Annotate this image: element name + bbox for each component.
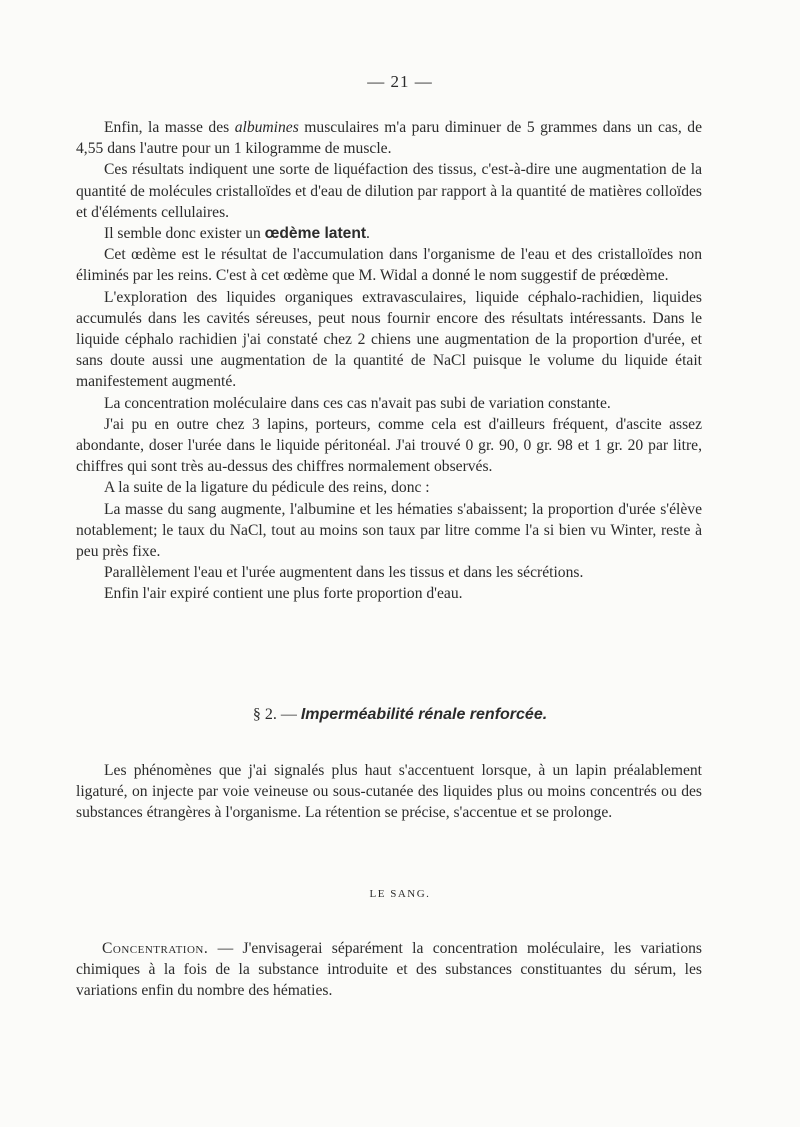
section-title: Imperméabilité rénale renforcée. <box>300 706 548 723</box>
text-run: Enfin, la masse des <box>104 119 235 136</box>
body-text-block <box>76 117 702 605</box>
section-heading <box>0 706 800 724</box>
concentration-block <box>76 938 702 1002</box>
section-intro-block <box>76 760 702 824</box>
section-number: § 2. — <box>252 706 301 723</box>
paragraph: A la suite de la ligature du pédicule des reins, donc : <box>104 479 430 497</box>
paragraph: Enfin l'air expiré contient une plus forte proportion d'eau. <box>104 585 463 603</box>
paragraph: La masse du sang augmente, l'albumine et les hématies s'abaissent; la proportion d'urée s'élève notablement; le taux du NaCl, tout au moins son taux par litre comme l'a si bien vu Winter, reste à peu près fixe. <box>76 500 702 561</box>
paragraph: Cet œdème est le résultat de l'accumulation dans l'organisme de l'eau et des cristalloïdes non éliminés par les reins. C'est à cet œdème que M. Widal a donné le nom suggestif de préœdème. <box>76 246 702 285</box>
paragraph: Parallèlement l'eau et l'urée augmentent dans les tissus et dans les sécrétions. <box>104 564 584 582</box>
italic-term: albumines <box>234 119 299 136</box>
text-run: — J'envisagerai séparément la concentration moléculaire, les variations chimiques à la fois de la substance introduite et des substances constituantes du sérum, les variations enfin du nombre des hématies. <box>76 940 702 1000</box>
paragraph <box>76 117 702 159</box>
paragraph <box>76 223 702 244</box>
bold-term: œdème latent <box>264 225 367 243</box>
paragraph <box>76 938 702 1002</box>
text-run: musculaires m'a paru diminuer de 5 grammes dans un cas, de 4,55 dans l'autre pour un 1 kilogramme de muscle. <box>76 119 702 158</box>
subheading: LE SANG. <box>369 888 431 900</box>
paragraph: Les phénomènes que j'ai signalés plus haut s'accentuent lorsque, à un lapin préalablement ligaturé, on injecte par voie veineuse ou sous-cutanée des liquides plus ou moins concentrés ou des substances étrangères à l'organisme. La rétention se précise, s'accentue et se prolonge. <box>76 762 702 822</box>
paragraph: Ces résultats indiquent une sorte de liquéfaction des tissus, c'est-à-dire une augmentation de la quantité de molécules cristalloïdes et d'eau de dilution par rapport à la quantité de matières colloïdes et d'éléments cellulaires. <box>76 161 702 221</box>
paragraph: L'exploration des liquides organiques extravasculaires, liquide céphalo-rachidien, liquides accumulés dans les cavités séreuses, peut nous fournir encore des résultats intéressants. Dans le liquide céphalo rachidien j'ai constaté chez 2 chiens une augmentation de la proportion d'urée, et sans doute aussi une augmentation de la quantité de NaCl puisque le volume du liquide était manifestement augmenté. <box>76 288 702 391</box>
page-number: — 21 — <box>367 72 433 91</box>
paragraph: J'ai pu en outre chez 3 lapins, porteurs, comme cela est d'ailleurs fréquent, d'ascite assez abondante, doser l'urée dans le liquide péritonéal. J'ai trouvé 0 gr. 90, 0 gr. 98 et 1 gr. 20 par litre, chiffres qui sont très au-dessus des chiffres normalement observés. <box>76 415 702 476</box>
paragraph: La concentration moléculaire dans ces cas n'avait pas subi de variation constante. <box>104 394 611 412</box>
run-in-heading: Concentration. <box>102 940 209 957</box>
text-run: . <box>366 225 370 243</box>
text-run: Il semble donc exister un <box>104 225 265 243</box>
